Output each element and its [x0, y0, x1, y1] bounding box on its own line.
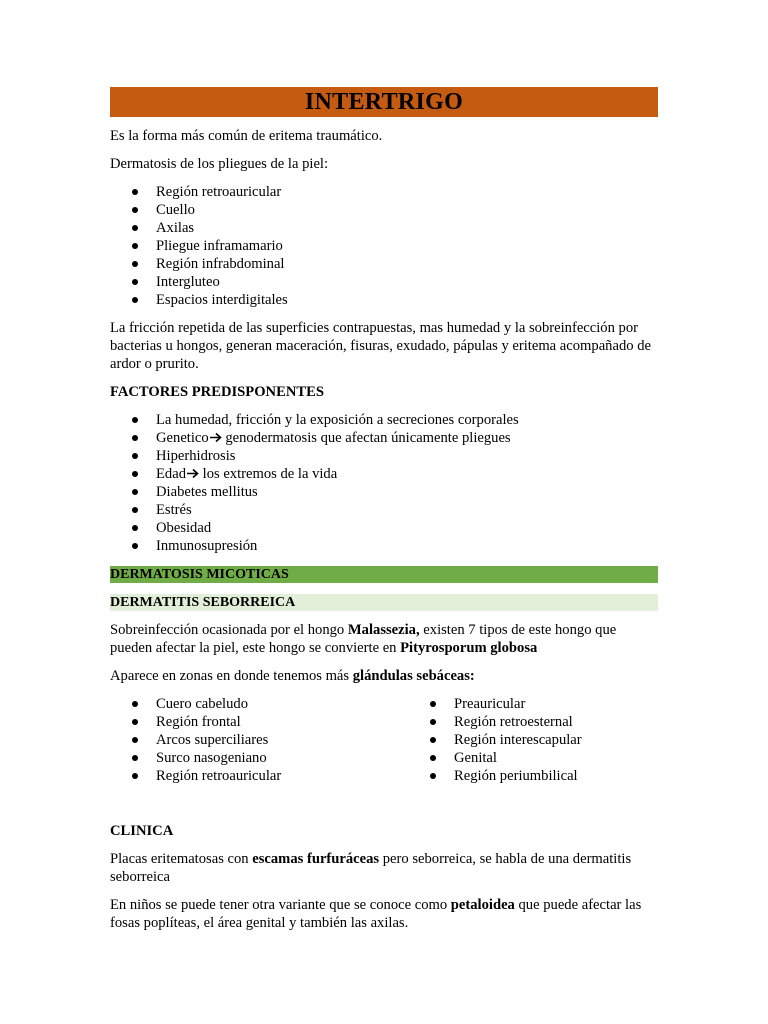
aparece-paragraph [110, 667, 658, 685]
bullet-dot-icon [132, 719, 138, 725]
bullet-dot-icon [132, 755, 138, 761]
bullet-dot-icon [430, 737, 436, 743]
pliegues-list [110, 183, 658, 309]
list-item [110, 749, 408, 767]
list-item-text: los extremos de la vida [199, 466, 338, 482]
list-item [110, 695, 408, 713]
zonas-left-list [110, 695, 408, 785]
bullet-dot-icon [132, 489, 138, 495]
list-item-text: Obesidad [156, 520, 212, 536]
bullet-dot-icon [132, 701, 138, 707]
list-item [110, 411, 658, 429]
list-item-text: Región retroauricular [156, 768, 282, 784]
bullet-dot-icon [430, 701, 436, 707]
list-item-text: Región frontal [156, 714, 241, 730]
list-item-text: Hiperhidrosis [156, 448, 236, 464]
list-item-text: Axilas [156, 220, 195, 236]
list-item-text: Región retroauricular [156, 184, 282, 200]
list-item [408, 695, 658, 713]
right-arrow-icon [209, 432, 222, 443]
malassezia-term: Malassezia, [347, 622, 420, 638]
ninos-paragraph [110, 896, 658, 932]
seborreica-heading: DERMATITIS SEBORREICA [110, 594, 658, 611]
document-content [110, 87, 658, 932]
bullet-dot-icon [132, 225, 138, 231]
text-run: Sobreinfección ocasionada por el hongo [110, 622, 348, 638]
list-item-text: Surco nasogeniano [156, 750, 267, 766]
bullet-dot-icon [132, 737, 138, 743]
zonas-columns [110, 695, 658, 785]
list-item [110, 237, 658, 255]
right-arrow-icon [186, 468, 199, 479]
escamas-term: escamas furfuráceas [252, 851, 380, 867]
list-item-text: Diabetes mellitus [156, 484, 258, 500]
list-item [408, 749, 658, 767]
friccion-paragraph: La fricción repetida de las superficies contrapuestas, mas humedad y la sobreinfección por bacterias u hongos, generan maceración, fisuras, exudado, pápulas y eritema acompañado de ardor o prurito. [110, 320, 651, 372]
factores-heading: FACTORES PREDISPONENTES [110, 384, 324, 400]
text-run: que puede afectar las fosas poplíteas, el área genital y también las axilas. [110, 897, 642, 931]
list-item [408, 713, 658, 731]
list-item [110, 483, 658, 501]
list-item-text: Espacios interdigitales [156, 292, 288, 308]
bullet-dot-icon [132, 543, 138, 549]
zonas-right-list [408, 695, 658, 785]
sobreinfeccion-paragraph [110, 621, 658, 657]
list-item-text: Intergluteo [156, 274, 220, 290]
bullet-dot-icon [132, 507, 138, 513]
glandulas-term: glándulas sebáceas: [352, 668, 475, 684]
bullet-dot-icon [132, 435, 138, 441]
list-item [110, 291, 658, 309]
bullet-dot-icon [132, 525, 138, 531]
bullet-dot-icon [132, 189, 138, 195]
list-item [110, 537, 658, 555]
bullet-dot-icon [132, 297, 138, 303]
list-item-text: Edad [156, 466, 186, 482]
bullet-dot-icon [132, 279, 138, 285]
list-item-text: Cuero cabeludo [156, 696, 248, 712]
clinica-heading: CLINICA [110, 823, 174, 839]
list-item [110, 731, 408, 749]
list-item-text: Genital [454, 750, 497, 766]
text-run: pero seborreica, se habla de una dermatitis seborreica [110, 851, 632, 885]
list-item [408, 767, 658, 785]
list-item [110, 519, 658, 537]
bullet-dot-icon [132, 453, 138, 459]
list-item-text: Pliegue inframamario [156, 238, 283, 254]
list-item-text: Cuello [156, 202, 195, 218]
bullet-dot-icon [132, 243, 138, 249]
list-item [110, 447, 658, 465]
placas-paragraph [110, 850, 658, 886]
bullet-dot-icon [132, 773, 138, 779]
text-run: Aparece en zonas en donde tenemos más [110, 668, 353, 684]
text-run: Placas eritematosas con [110, 851, 253, 867]
micoticas-heading: DERMATOSIS MICOTICAS [110, 566, 658, 583]
pityrosporum-term: Pityrosporum globosa [400, 640, 538, 656]
petaloidea-term: petaloidea [450, 897, 515, 913]
list-item [110, 183, 658, 201]
list-item [110, 429, 658, 447]
list-item [110, 465, 658, 483]
text-run: existen 7 tipos de este hongo que pueden afectar la piel, este hongo se convierte en [110, 622, 617, 656]
list-item-text: Región retroesternal [454, 714, 573, 730]
list-item [110, 501, 658, 519]
text-run: En niños se puede tener otra variante que se conoce como [110, 897, 451, 913]
list-item-text: Preauricular [454, 696, 526, 712]
list-item [408, 731, 658, 749]
factores-list [110, 411, 658, 555]
list-item-text: La humedad, fricción y la exposición a secreciones corporales [156, 412, 519, 428]
pliegues-intro: Dermatosis de los pliegues de la piel: [110, 156, 329, 172]
document-title: INTERTRIGO [110, 87, 658, 117]
list-item-text: Genetico [156, 430, 209, 446]
list-item-text: Arcos superciliares [156, 732, 269, 748]
list-item [110, 767, 408, 785]
list-item [110, 255, 658, 273]
list-item-text: Inmunosupresión [156, 538, 258, 554]
list-item-text: Región infrabdominal [156, 256, 285, 272]
bullet-dot-icon [430, 755, 436, 761]
bullet-dot-icon [430, 719, 436, 725]
list-item-text: Región interescapular [454, 732, 582, 748]
list-item-text: Estrés [156, 502, 192, 518]
list-item-text: Región periumbilical [454, 768, 578, 784]
list-item-text: genodermatosis que afectan únicamente pliegues [221, 430, 511, 446]
list-item [110, 219, 658, 237]
bullet-dot-icon [132, 207, 138, 213]
bullet-dot-icon [132, 471, 138, 477]
list-item [110, 273, 658, 291]
bullet-dot-icon [132, 261, 138, 267]
bullet-dot-icon [430, 773, 436, 779]
list-item [110, 713, 408, 731]
bullet-dot-icon [132, 417, 138, 423]
intro-paragraph: Es la forma más común de eritema traumático. [110, 128, 383, 144]
list-item [110, 201, 658, 219]
